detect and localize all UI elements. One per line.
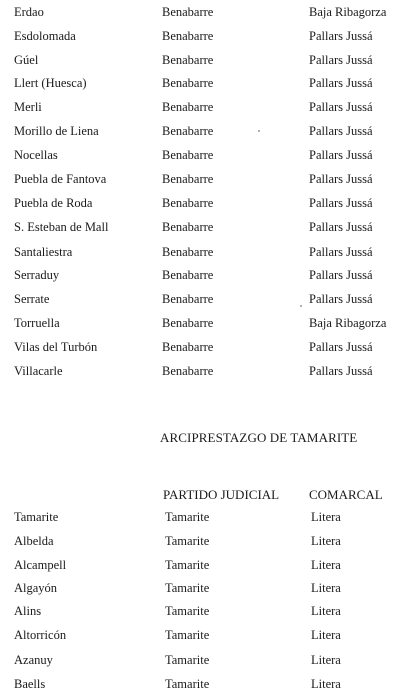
table-row <box>0 242 400 262</box>
comarca-cell: Pallars Jussá <box>309 53 373 67</box>
comarca-cell: Litera <box>311 653 341 667</box>
comarca-cell: Pallars Jussá <box>309 29 373 43</box>
table-row <box>0 650 400 670</box>
comarca-cell: Pallars Jussá <box>309 76 373 90</box>
comarca-cell: Litera <box>311 581 341 595</box>
judicial-district-cell: Benabarre <box>162 124 214 138</box>
municipality-cell: Gúel <box>14 53 39 67</box>
judicial-district-cell: Benabarre <box>162 76 214 90</box>
municipality-cell: Villacarle <box>14 364 63 378</box>
municipality-cell: Altorricón <box>14 628 67 642</box>
municipality-cell: Morillo de Liena <box>14 124 99 138</box>
table-row <box>0 145 400 165</box>
judicial-district-cell: Benabarre <box>162 196 214 210</box>
municipality-cell: Albelda <box>14 534 54 548</box>
comarca-cell: Pallars Jussá <box>309 268 373 282</box>
comarca-cell: Pallars Jussá <box>309 245 373 259</box>
comarca-cell: Baja Ribagorza <box>309 5 387 19</box>
comarca-cell: Litera <box>311 628 341 642</box>
table-row <box>0 169 400 189</box>
table-row <box>0 193 400 213</box>
table-row <box>0 531 400 551</box>
judicial-district-cell: Benabarre <box>162 245 214 259</box>
judicial-district-cell: Benabarre <box>162 292 214 306</box>
scan-speck <box>258 130 260 132</box>
column-header-row <box>0 485 400 505</box>
municipality-cell: Puebla de Fantova <box>14 172 107 186</box>
comarca-cell: Baja Ribagorza <box>309 316 387 330</box>
table-row <box>0 73 400 93</box>
judicial-district-cell: Benabarre <box>162 172 214 186</box>
comarca-cell: Litera <box>311 604 341 618</box>
municipality-cell: Torruella <box>14 316 60 330</box>
municipality-cell: Alcampell <box>14 558 67 572</box>
table-row <box>0 555 400 575</box>
judicial-district-cell: Benabarre <box>162 340 214 354</box>
judicial-district-cell: Benabarre <box>162 148 214 162</box>
scan-speck <box>300 305 302 307</box>
comarca-cell: Pallars Jussá <box>309 292 373 306</box>
comarca-cell: Pallars Jussá <box>309 220 373 234</box>
judicial-district-cell: Benabarre <box>162 268 214 282</box>
comarca-cell: Litera <box>311 558 341 572</box>
judicial-district-cell: Benabarre <box>162 316 214 330</box>
municipality-cell: Esdolomada <box>14 29 76 43</box>
comarca-cell: Pallars Jussá <box>309 340 373 354</box>
municipality-cell: Puebla de Roda <box>14 196 93 210</box>
comarca-cell: Litera <box>311 534 341 548</box>
judicial-district-cell: Benabarre <box>162 100 214 114</box>
comarca-cell: Pallars Jussá <box>309 364 373 378</box>
table-row <box>0 97 400 117</box>
column-header-comarca: COMARCAL <box>309 487 383 502</box>
table-row <box>0 289 400 309</box>
municipality-cell: Serraduy <box>14 268 60 282</box>
municipality-cell: Erdao <box>14 5 44 19</box>
table-row <box>0 674 400 694</box>
municipality-cell: Algayón <box>14 581 58 595</box>
table-row <box>0 217 400 237</box>
table-row <box>0 507 400 527</box>
comarca-cell: Pallars Jussá <box>309 124 373 138</box>
table-row <box>0 121 400 141</box>
municipality-cell: Llert (Huesca) <box>14 76 87 90</box>
column-header-judicial-district: PARTIDO JUDICIAL <box>163 487 280 502</box>
table-row <box>0 2 400 22</box>
table-row <box>0 361 400 381</box>
municipality-cell: Serrate <box>14 292 50 306</box>
judicial-district-cell: Tamarite <box>165 628 210 642</box>
judicial-district-cell: Benabarre <box>162 29 214 43</box>
municipality-cell: Nocellas <box>14 148 58 162</box>
comarca-cell: Litera <box>311 677 341 691</box>
judicial-district-cell: Benabarre <box>162 220 214 234</box>
municipality-cell: Merli <box>14 100 42 114</box>
municipality-cell: Alins <box>14 604 42 618</box>
comarca-cell: Pallars Jussá <box>309 148 373 162</box>
comarca-cell: Pallars Jussá <box>309 100 373 114</box>
judicial-district-cell: Tamarite <box>165 677 210 691</box>
judicial-district-cell: Benabarre <box>162 5 214 19</box>
table-row <box>0 50 400 70</box>
judicial-district-cell: Tamarite <box>165 558 210 572</box>
table-row <box>0 265 400 285</box>
municipality-cell: Azanuy <box>14 653 53 667</box>
table-row <box>0 337 400 357</box>
table-row <box>0 313 400 333</box>
municipality-cell: Tamarite <box>14 510 59 524</box>
judicial-district-cell: Tamarite <box>165 604 210 618</box>
judicial-district-cell: Tamarite <box>165 653 210 667</box>
municipality-cell: Santaliestra <box>14 245 73 259</box>
judicial-district-cell: Tamarite <box>165 534 210 548</box>
comarca-cell: Pallars Jussá <box>309 196 373 210</box>
comarca-cell: Litera <box>311 510 341 524</box>
table-row <box>0 26 400 46</box>
municipality-cell: Vilas del Turbón <box>14 340 98 354</box>
section-heading: ARCIPRESTAZGO DE TAMARITE <box>160 430 358 445</box>
table-row <box>0 625 400 645</box>
municipality-cell: Baells <box>14 677 46 691</box>
judicial-district-cell: Benabarre <box>162 364 214 378</box>
judicial-district-cell: Tamarite <box>165 581 210 595</box>
table-row <box>0 601 400 621</box>
judicial-district-cell: Benabarre <box>162 53 214 67</box>
municipality-cell: S. Esteban de Mall <box>14 220 109 234</box>
table-row <box>0 578 400 598</box>
judicial-district-cell: Tamarite <box>165 510 210 524</box>
comarca-cell: Pallars Jussá <box>309 172 373 186</box>
